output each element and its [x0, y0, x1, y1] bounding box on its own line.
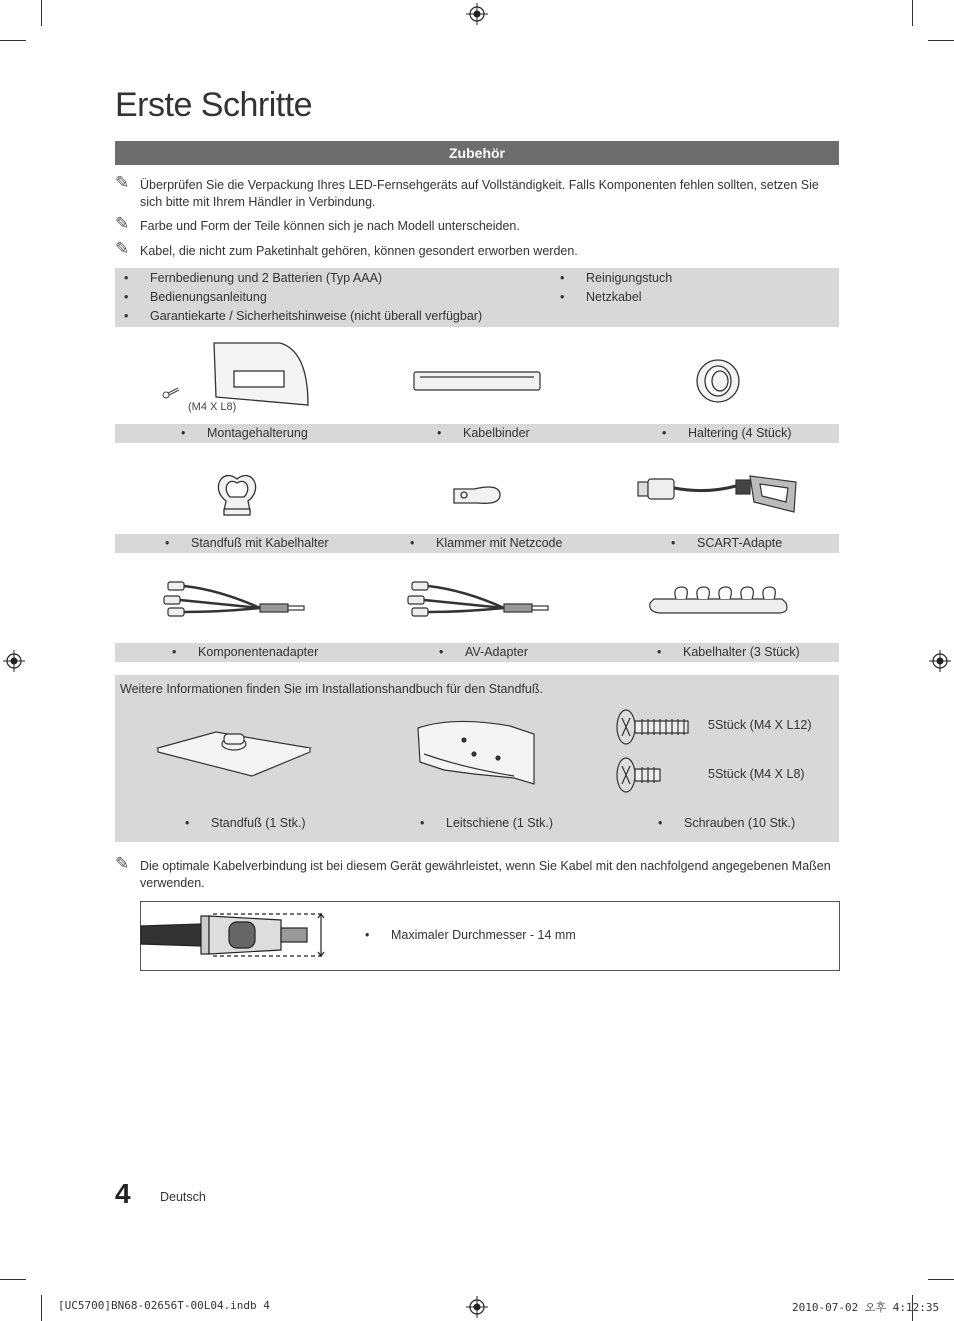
- item-label: • Standfuß (1 Stk.): [185, 816, 306, 830]
- note-appearance: ✎ Farbe und Form der Teile können sich je nach Modell unterscheiden.: [115, 214, 520, 233]
- cable-holder-icon: [646, 583, 790, 617]
- item-label: • Standfuß mit Kabelhalter: [165, 536, 329, 550]
- note-cables: ✎ Kabel, die nicht zum Paketinhalt gehören, können gesondert erworben werden.: [115, 239, 578, 258]
- item-label: • SCART-Adapte: [671, 536, 783, 550]
- item-label: • Haltering (4 Stück): [662, 426, 792, 440]
- screw-long-icon: [616, 708, 692, 746]
- screw-small-icon: [162, 386, 180, 400]
- pen-note-icon: ✎: [115, 854, 130, 873]
- note-cable-dimensions: ✎ Die optimale Kabelverbindung ist bei diesem Gerät gewährleistet, wenn Sie Kabel mit den nachfolgend angegebenen Maßen verwenden.: [115, 854, 831, 890]
- cable-spec-item: • Maximaler Durchmesser - 14 mm: [365, 928, 576, 942]
- list-item: • Netzkabel: [560, 290, 642, 304]
- item-label: • Kabelhalter (3 Stück): [657, 645, 800, 659]
- crop-mark: [928, 1279, 954, 1280]
- pen-note-icon: ✎: [115, 214, 130, 233]
- screw-long-label: 5Stück (M4 X L12): [708, 718, 812, 732]
- item-label: • Komponentenadapter: [172, 645, 319, 659]
- list-item: • Reinigungstuch: [560, 271, 673, 285]
- item-label: • Leitschiene (1 Stk.): [420, 816, 553, 830]
- page-number: 4: [115, 1178, 131, 1209]
- print-date-info: 2010-07-02 오후 4:12:35: [792, 1301, 940, 1314]
- component-adapter-icon: [160, 578, 308, 620]
- language-label: Deutsch: [160, 1190, 206, 1204]
- scart-adapter-icon: [636, 472, 800, 518]
- screw-size-label: (M4 X L8): [188, 401, 237, 413]
- print-file-info: [UC5700]BN68-02656T-00L04.indb 4: [58, 1299, 270, 1312]
- registration-mark-icon: [3, 650, 25, 672]
- note-completeness: ✎ Überprüfen Sie die Verpackung Ihres LED-Fernsehgeräts auf Vollständigkeit. Falls Komponenten fehlen sollten, setzen Sie sich bitte mit Ihrem Händler in Verbindung.: [115, 173, 819, 209]
- registration-mark-icon: [466, 3, 488, 25]
- list-item: • Garantiekarte / Sicherheitshinweise (nicht überall verfügbar): [124, 309, 483, 323]
- item-label: • Schrauben (10 Stk.): [658, 816, 796, 830]
- cable-plug-icon: [141, 910, 331, 960]
- stand-cable-holder-icon: [214, 471, 260, 517]
- item-label: • AV-Adapter: [439, 645, 529, 659]
- power-cord-clamp-icon: [452, 481, 504, 507]
- crop-mark: [41, 0, 42, 26]
- wall-mount-bracket-icon: [210, 341, 310, 407]
- crop-mark: [912, 0, 913, 26]
- pen-note-icon: ✎: [115, 239, 130, 258]
- crop-mark: [41, 1295, 42, 1321]
- crop-mark: [0, 40, 26, 41]
- registration-mark-icon: [929, 650, 951, 672]
- registration-mark-icon: [466, 1296, 488, 1318]
- guide-rail-icon: [414, 714, 538, 786]
- pen-note-icon: ✎: [115, 173, 130, 192]
- item-label: • Montagehalterung: [181, 426, 308, 440]
- item-label: • Kabelbinder: [437, 426, 530, 440]
- av-adapter-icon: [404, 578, 552, 620]
- holder-ring-icon: [694, 358, 742, 404]
- screw-short-label: 5Stück (M4 X L8): [708, 767, 805, 781]
- list-item: • Bedienungsanleitung: [124, 290, 267, 304]
- list-item: • Fernbedienung und 2 Batterien (Typ AAA): [124, 271, 383, 285]
- stand-base-icon: [156, 726, 312, 776]
- section-header: Zubehör: [115, 141, 839, 165]
- item-label: • Klammer mit Netzcode: [410, 536, 563, 550]
- cable-tie-icon: [412, 369, 544, 393]
- screw-short-icon: [616, 756, 664, 794]
- crop-mark: [0, 1279, 26, 1280]
- page-title: Erste Schritte: [115, 86, 313, 124]
- stand-intro: Weitere Informationen finden Sie im Installationshandbuch für den Standfuß.: [120, 682, 543, 696]
- crop-mark: [928, 40, 954, 41]
